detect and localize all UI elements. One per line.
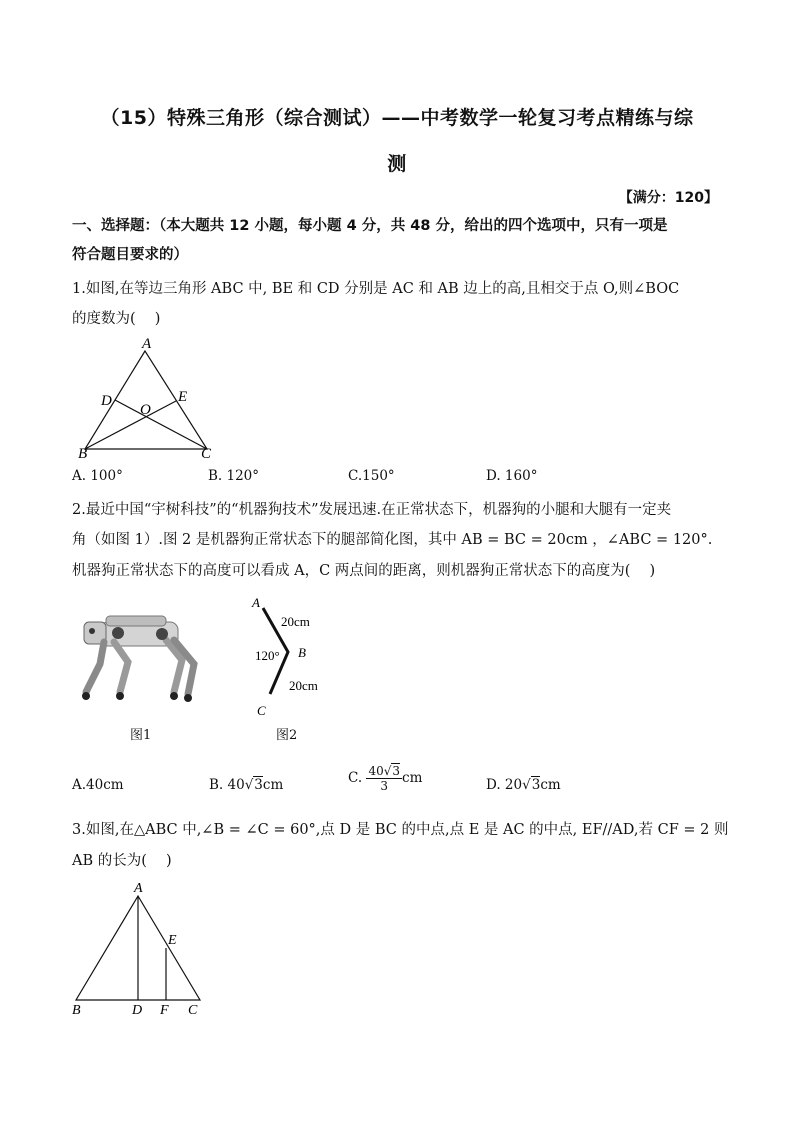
q2-option-c-radicand: 3: [392, 764, 401, 778]
q3-label-d: D: [132, 1003, 143, 1018]
q2-option-a[interactable]: A.40cm: [72, 777, 124, 793]
section-heading-continued: 符合题目要求的）: [72, 247, 188, 263]
q3-label-a: A: [134, 881, 143, 896]
full-score: 【满分：120】: [618, 190, 718, 206]
q1-segment-cd: [115, 400, 207, 449]
q2-text-continued-2: 机器狗正常状态下的高度可以看成 A，C 两点间的距离，则机器狗正常状态下的高度为( ): [72, 563, 656, 579]
q2-label-ab-length: 20cm: [281, 614, 310, 629]
q3-label-e: E: [168, 933, 177, 948]
q1-label-a: A: [142, 336, 152, 352]
q2-figure-leg-diagram: [245, 592, 345, 720]
q3-label-c: C: [188, 1003, 198, 1018]
q3-figure-triangle: [68, 878, 216, 1020]
q1-figure-triangle: [72, 335, 222, 463]
q2-option-c-unit: cm: [402, 770, 423, 786]
q1-option-b[interactable]: B. 120°: [208, 468, 260, 484]
q2-option-b-coef: B. 40: [209, 777, 245, 793]
q3-text-continued: AB 的长为( ): [72, 853, 172, 869]
section-heading: 一、选择题：（本大题共 12 小题，每小题 4 分，共 48 分，给出的四个选项中，只有一项是: [72, 218, 668, 234]
page-title: （15）特殊三角形（综合测试）——中考数学一轮复习考点精练与综: [100, 107, 694, 129]
sqrt-symbol: √: [522, 777, 531, 793]
q1-text: 1.如图,在等边三角形 ABC 中, BE 和 CD 分别是 AC 和 AB 边上的高,且相交于点 O,则∠BOC: [72, 281, 680, 297]
q2-option-c-numerator: 40: [368, 764, 384, 778]
q2-option-c-denominator: 3: [380, 779, 389, 793]
q1-option-d[interactable]: D. 160°: [486, 468, 538, 484]
page-title-continued: 测: [387, 153, 407, 175]
q2-option-d-unit: cm: [540, 777, 561, 793]
q1-label-d: D: [101, 393, 112, 409]
q2-label-c: C: [257, 703, 266, 718]
q2-option-c-fraction: [366, 764, 402, 793]
q2-label-b: B: [298, 645, 306, 660]
q2-option-d-coef: D. 20: [486, 777, 523, 793]
q3-label-b: B: [72, 1003, 81, 1018]
q1-label-e: E: [178, 389, 188, 405]
q2-label-angle: 120°: [255, 648, 280, 663]
q2-option-c-letter: C.: [348, 770, 363, 786]
q1-label-o: O: [140, 402, 151, 418]
sqrt-symbol: √: [383, 764, 392, 778]
figure-1-caption: 图1: [130, 728, 152, 743]
sqrt-symbol: √: [244, 777, 254, 793]
q2-text: 2.最近中国“宇树科技”的“机器狗技术”发展迅速.在正常状态下，机器狗的小腿和大腿有一定夹: [72, 502, 672, 518]
q2-option-b[interactable]: [209, 777, 283, 793]
q2-label-a: A: [252, 595, 260, 610]
q2-option-c[interactable]: [348, 764, 422, 793]
q2-option-b-unit: cm: [262, 777, 284, 793]
q1-label-b: B: [78, 446, 88, 462]
q2-label-bc-length: 20cm: [289, 678, 318, 693]
robot-dog-image: [70, 600, 210, 712]
q1-label-c: C: [201, 446, 212, 462]
figure-2-caption: 图2: [276, 728, 298, 743]
q3-text: 3.如图,在△ABC 中,∠B = ∠C = 60°,点 D 是 BC 的中点,点 E 是 AC 的中点, EF//AD,若 CF = 2 则: [72, 822, 729, 838]
q1-text-continued: 的度数为( ): [72, 311, 161, 327]
q3-label-f: F: [160, 1003, 169, 1018]
q2-option-b-radicand: 3: [254, 777, 263, 793]
q2-option-d[interactable]: [486, 777, 561, 793]
q1-option-c[interactable]: C.150°: [348, 468, 395, 484]
q2-option-d-radicand: 3: [531, 777, 541, 793]
q1-option-a[interactable]: A. 100°: [72, 468, 123, 484]
q2-text-continued: 角（如图 1）.图 2 是机器狗正常状态下的腿部简化图，其中 AB = BC = 20cm ，∠ABC = 120°.: [72, 532, 713, 548]
